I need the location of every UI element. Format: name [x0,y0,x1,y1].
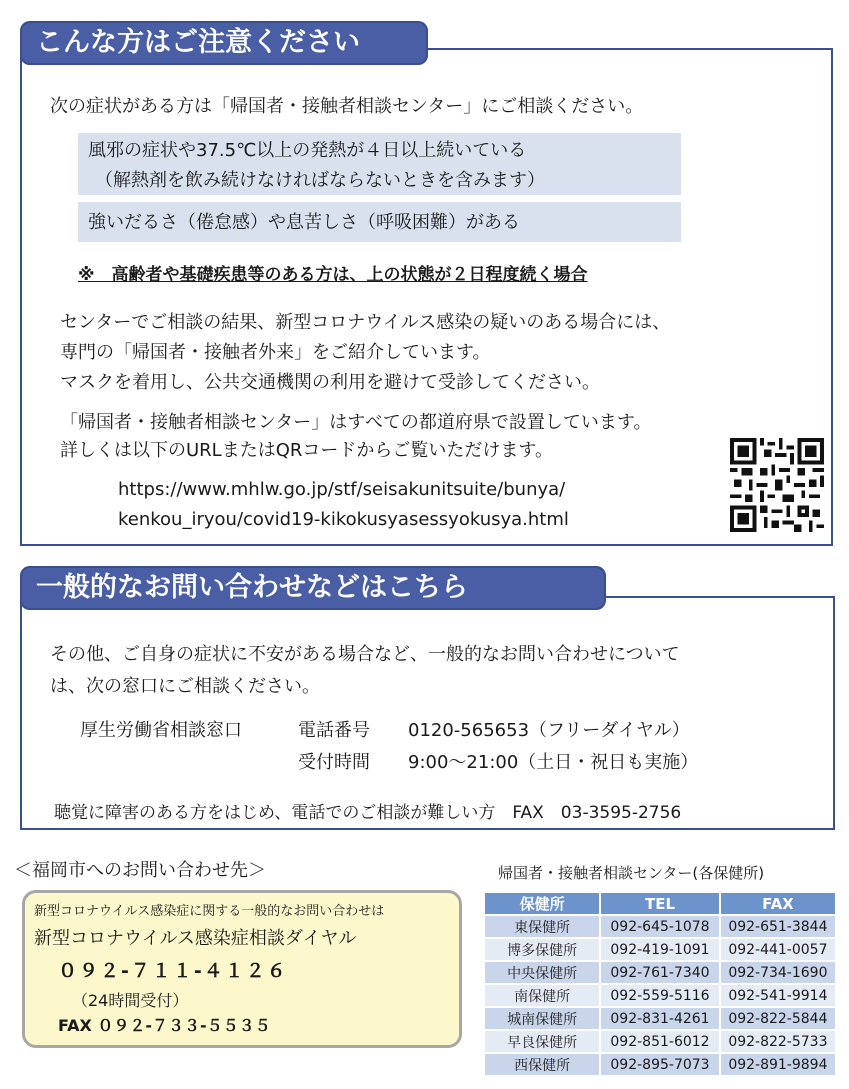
table-row [484,961,836,984]
center-name: 中央保健所 [484,961,600,984]
center-name: 南保健所 [484,984,600,1007]
center-name: 東保健所 [484,915,600,938]
section-caution-heading: こんな方はご注意ください [20,21,428,65]
fukuoka-dial-fax: FAX ０９２-７３３-５５３５ [58,1016,271,1035]
mhlw-url-line2[interactable]: kenkou_iryou/covid19-kikokusyasessyokusya.html [118,509,569,530]
center-para-line3: マスクを着用し、公共交通機関の利用を避けて受診してください。 [60,372,600,393]
section-caution-box [20,48,833,546]
center-fax: 092-822-5844 [720,1007,836,1030]
column-header: FAX [720,892,836,915]
center-name: 城南保健所 [484,1007,600,1030]
fukuoka-dial-hours: （24時間受付） [72,991,189,1010]
center-fax: 092-734-1690 [720,961,836,984]
table-row [484,1053,836,1076]
center-fax: 092-651-3844 [720,915,836,938]
fukuoka-heading: ＜福岡市へのお問い合わせ先＞ [14,860,266,881]
symptom-1-line2: （解熱剤を飲み続けなければならないときを含みます） [95,170,545,191]
elderly-note: ※ 高齢者や基礎疾患等のある方は、上の状態が２日程度続く場合 [78,265,588,285]
center-para-line2: 専門の「帰国者・接触者外来」をご紹介しています。 [60,342,491,363]
center-tel: 092-419-1091 [600,938,720,961]
table-row [484,984,836,1007]
center-tel: 092-559-5116 [600,984,720,1007]
qr-code-icon[interactable] [730,438,824,532]
center-fax: 092-822-5733 [720,1030,836,1053]
fukuoka-dial-phone: ０９２-７１１-４１２６ [58,960,288,982]
hours-label: 受付時間 [298,752,370,773]
section-general-heading: 一般的なお問い合わせなどはこちら [20,566,606,610]
section-general-box [20,596,835,830]
symptom-2: 強いだるさ（倦怠感）や息苦しさ（呼吸困難）がある [88,212,520,233]
fukuoka-dial-name: 新型コロナウイルス感染症相談ダイヤル [34,928,357,949]
table-header-row [484,892,836,915]
center-tel: 092-645-1078 [600,915,720,938]
column-header: 保健所 [484,892,600,915]
table-row [484,1007,836,1030]
center-info-line1: 「帰国者・接触者相談センター」はすべての都道府県で設置しています。 [60,412,652,433]
health-centers-table [483,891,837,1077]
table-row [484,1030,836,1053]
mhlw-office-name: 厚生労働省相談窓口 [80,720,242,741]
symptom-1-line1: 風邪の症状や37.5℃以上の発熱が４日以上続いている [88,140,527,161]
center-fax: 092-891-9894 [720,1053,836,1076]
centers-heading: 帰国者・接触者相談センター(各保健所) [498,864,765,882]
phone-label: 電話番号 [298,720,370,741]
center-info-line2: 詳しくは以下のURLまたはQRコードからご覧いただけます。 [60,440,553,461]
center-tel: 092-761-7340 [600,961,720,984]
center-name: 早良保健所 [484,1030,600,1053]
table-row [484,915,836,938]
fukuoka-dial-small: 新型コロナウイルス感染症に関する一般的なお問い合わせは [34,904,385,919]
general-intro-line1: その他、ご自身の症状に不安がある場合など、一般的なお問い合わせについて [50,644,680,665]
center-para-line1: センターでご相談の結果、新型コロナウイルス感染の疑いのある場合には、 [60,312,671,333]
table-row [484,938,836,961]
caution-intro: 次の症状がある方は「帰国者・接触者相談センター」にご相談ください。 [50,96,644,117]
center-fax: 092-541-9914 [720,984,836,1007]
center-tel: 092-895-7073 [600,1053,720,1076]
center-tel: 092-831-4261 [600,1007,720,1030]
center-name: 博多保健所 [484,938,600,961]
hearing-fax-line: 聴覚に障害のある方をはじめ、電話でのご相談が難しい方 FAX 03-3595-2756 [54,803,682,823]
phone-number: 0120-565653（フリーダイヤル） [408,720,690,741]
center-tel: 092-851-6012 [600,1030,720,1053]
general-intro-line2: は、次の窓口にご相談ください。 [50,676,320,697]
center-fax: 092-441-0057 [720,938,836,961]
hours-value: 9:00～21:00（土日・祝日も実施） [408,752,699,773]
center-name: 西保健所 [484,1053,600,1076]
mhlw-url-line1[interactable]: https://www.mhlw.go.jp/stf/seisakunitsuite/bunya/ [118,479,566,500]
column-header: TEL [600,892,720,915]
